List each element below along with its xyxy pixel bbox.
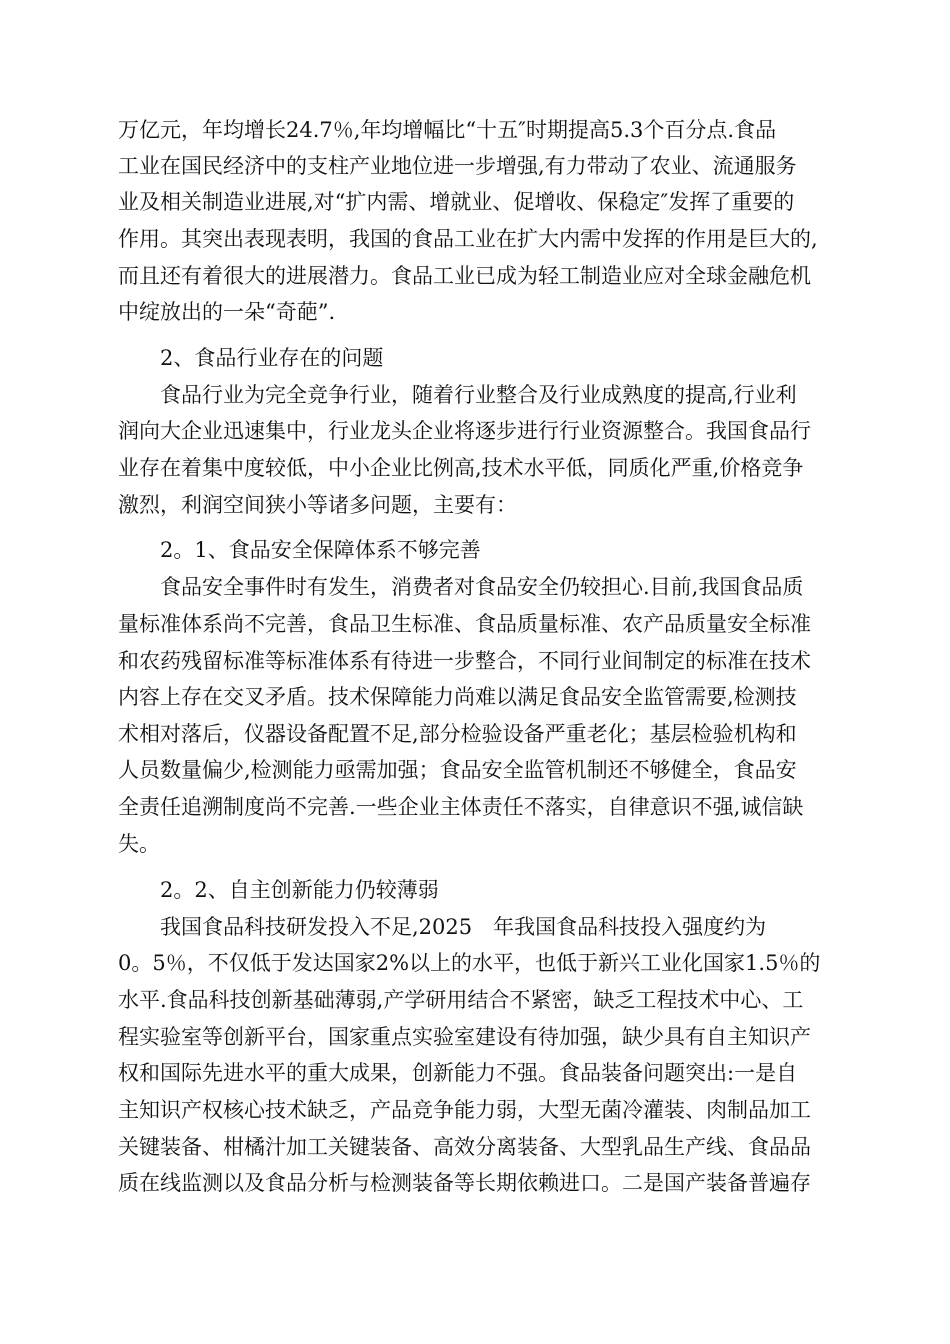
text-line: 主知识产权核心技术缺乏，产品竞争能力弱，大型无菌冷灌装、肉制品加工 (118, 1098, 811, 1122)
text-line: 失。 (118, 832, 160, 856)
text-line: 食品安全事件时有发生，消费者对食品安全仍较担心.目前,我国食品质 (160, 575, 804, 599)
text-line: 质在线监测以及食品分析与检测装备等长期依赖进口。二是国产装备普遍存 (118, 1171, 811, 1195)
text-line: 权和国际先进水平的重大成果，创新能力不强。食品装备问题突出:一是自 (118, 1061, 798, 1085)
text-line: 激烈，利润空间狭小等诸多问题，主要有： (118, 493, 517, 517)
text-line: 而且还有着很大的进展潜力。食品工业已成为轻工制造业应对全球金融危机 (118, 264, 811, 288)
text-line: 和农药残留标准等标准体系有待进一步整合，不同行业间制定的标准在技术 (118, 649, 811, 673)
text-line: 程实验室等创新平台，国家重点实验室建设有待加强，缺少具有自主知识产 (118, 1025, 811, 1049)
section-heading: 2、食品行业存在的问题 (160, 346, 384, 370)
text-line: 关键装备、柑橘汁加工关键装备、高效分离装备、大型乳品生产线、食品品 (118, 1135, 811, 1159)
text-line: 作用。其突出表现表明，我国的食品工业在扩大内需中发挥的作用是巨大的, (118, 227, 818, 251)
text-line: 业存在着集中度较低，中小企业比例高,技术水平低，同质化严重,价格竞争 (118, 456, 804, 480)
text-line: 水平.食品科技创新基础薄弱,产学研用结合不紧密，缺乏工程技术中心、工 (118, 988, 804, 1012)
text-line: 术相对落后，仪器设备配置不足,部分检验设备严重老化；基层检验机构和 (118, 722, 797, 746)
text-line: 内容上存在交叉矛盾。技术保障能力尚难以满足食品安全监管需要,检测技 (118, 685, 797, 709)
text-line: 量标准体系尚不完善，食品卫生标准、食品质量标准、农产品质量安全标准 (118, 612, 811, 636)
subsection-heading: 2。1、食品安全保障体系不够完善 (160, 538, 481, 562)
text-line: 0。5％，不仅低于发达国家2%以上的水平，也低于新兴工业化国家1.5％的 (118, 951, 821, 975)
text-line: 中绽放出的一朵“奇葩”. (118, 300, 336, 324)
subsection-heading: 2。2、自主创新能力仍较薄弱 (160, 878, 439, 902)
text-line: 我国食品科技研发投入不足,2025 年我国食品科技投入强度约为 (160, 915, 767, 939)
text-line: 工业在国民经济中的支柱产业地位进一步增强,有力带动了农业、流通服务 (118, 154, 797, 178)
text-line: 人员数量偏少,检测能力亟需加强；食品安全监管机制还不够健全，食品安 (118, 758, 797, 782)
text-line: 全责任追溯制度尚不完善.一些企业主体责任不落实，自律意识不强,诚信缺 (118, 795, 804, 819)
text-line: 食品行业为完全竞争行业，随着行业整合及行业成熟度的提高,行业利 (160, 383, 797, 407)
text-line: 万亿元，年均增长24.7％,年均增幅比“十五″时期提高5.3个百分点.食品 (118, 118, 777, 142)
text-line: 润向大企业迅速集中，行业龙头企业将逐步进行行业资源整合。我国食品行 (118, 419, 811, 443)
text-line: 业及相关制造业进展,对“扩内需、增就业、促增收、保稳定″发挥了重要的 (118, 190, 795, 214)
